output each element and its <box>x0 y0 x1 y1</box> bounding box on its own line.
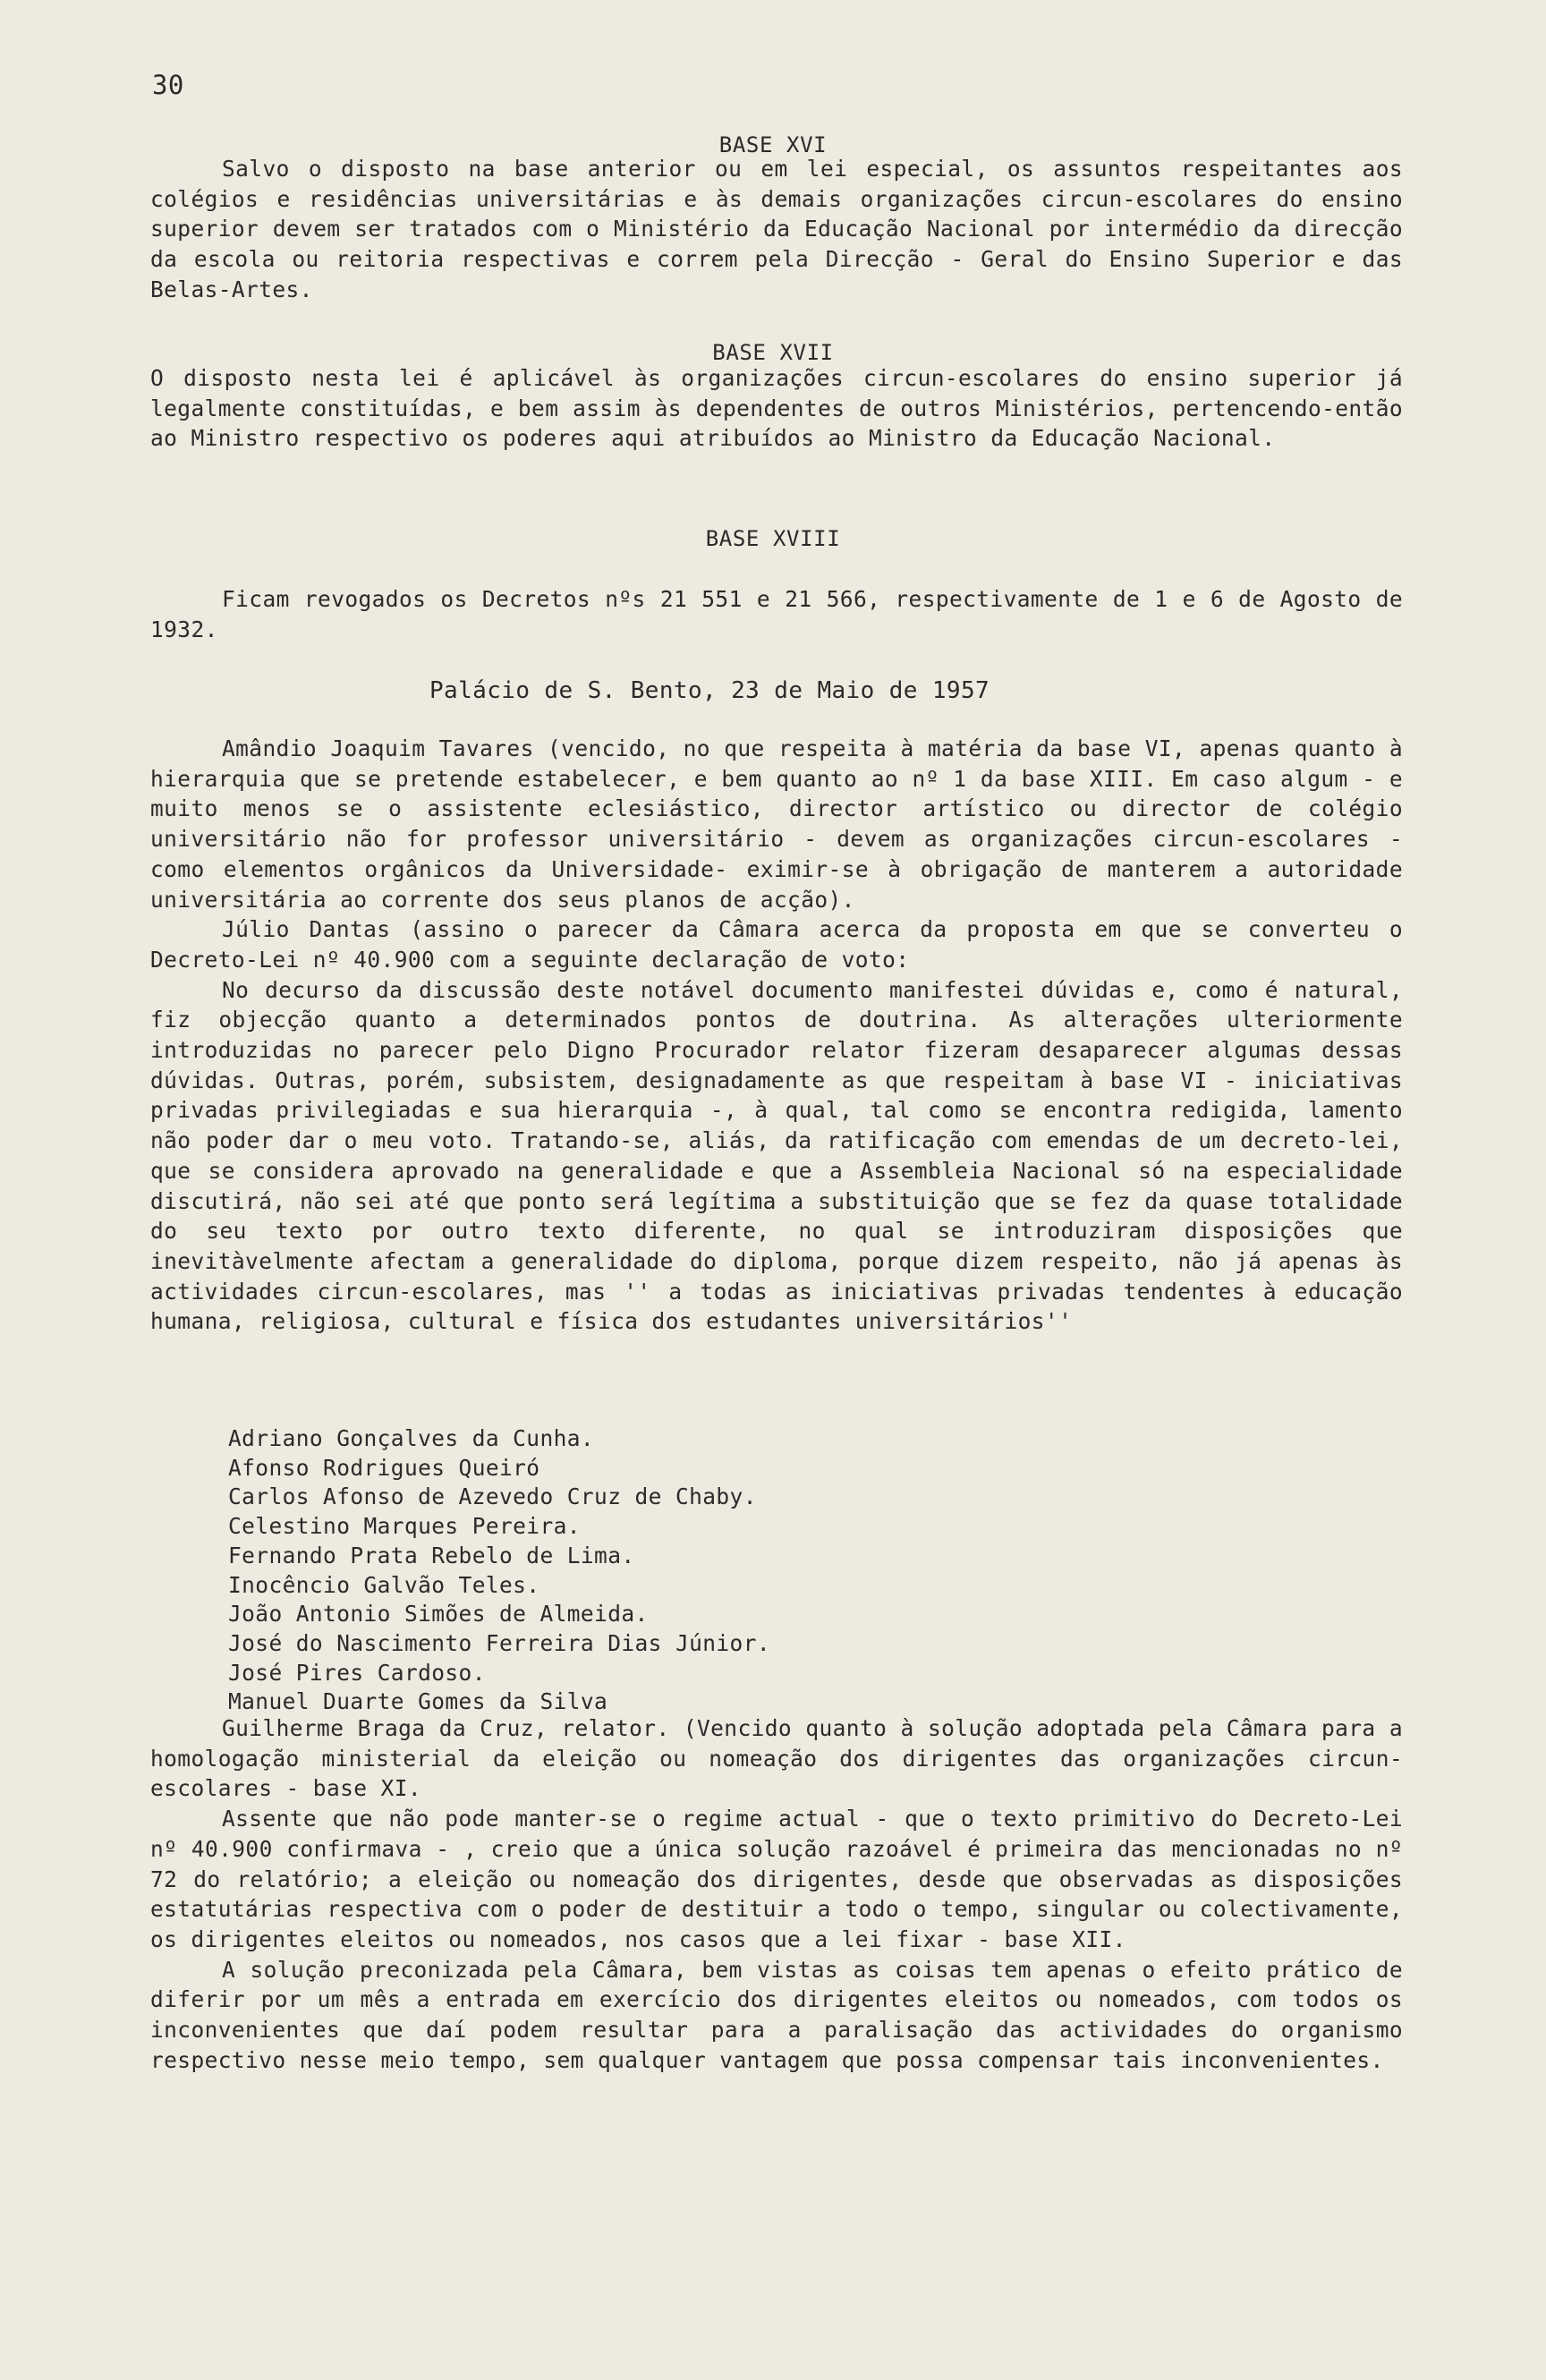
relator-paragraph-3: A solução preconizada pela Câmara, bem vistas as coisas tem apenas o efeito prático de diferir por um mês a entrada em exercício dos dirigentes eleitos ou nomeados, com todos os inconvenientes que daí podem resultar para a paralisação das actividades do organismo respectivo nesse meio tempo, sem qualquer vantagem que possa compensar tais inconvenientes. <box>150 1956 1403 2073</box>
signatory: Afonso Rodrigues Queiró <box>228 1454 540 1481</box>
page-number: 30 <box>152 70 184 100</box>
relator-paragraph-2: Assente que não pode manter-se o regime actual - que o texto primitivo do Decreto-Lei nº 40.900 confirmava - , creio que a única solução razoável é primeira das mencionadas no nº 72 do relatório; a eleição ou nomeação dos dirigentes, desde que observadas as disposições estatutárias respectiva com o poder de destituir a todo o tempo, singular ou colectivamente, os dirigentes eleitos ou nomeados, nos casos que a lei fixar - base XII. <box>150 1806 1403 1952</box>
vote-amandio: Amândio Joaquim Tavares (vencido, no que respeita à matéria da base VI, apenas quanto à hierarquia que se pretende estabelecer, e bem quanto ao nº 1 da base XIII. Em caso algum - e muito menos se o assistente eclesiástico, director artístico ou director de colégio universitário não for professor universitário - devem as organizações circun-escolares - como elementos orgânicos da Universidade- eximir-se à obrigação de manterem a autoridade universitária ao corrente dos seus planos de acção). <box>150 735 1403 913</box>
signatory: João Antonio Simões de Almeida. <box>228 1601 649 1628</box>
signatory: Manuel Duarte Gomes da Silva <box>228 1688 608 1715</box>
date-line: Palácio de S. Bento, 23 de Maio de 1957 <box>429 677 990 704</box>
base-xviii-text: Ficam revogados os Decretos nºs 21 551 e 21 566, respectivamente de 1 e 6 de Agosto de 1932. <box>150 586 1403 642</box>
signatories-list <box>228 1424 770 1717</box>
signatory: Fernando Prata Rebelo de Lima. <box>228 1542 635 1568</box>
signatory: José do Nascimento Ferreira Dias Júnior. <box>228 1629 771 1656</box>
signatory: José Pires Cardoso. <box>228 1659 486 1686</box>
signatory: Adriano Gonçalves da Cunha. <box>228 1425 595 1451</box>
votes-section <box>150 734 1403 1337</box>
base-xvii-body <box>150 363 1403 454</box>
base-xvii-heading: BASE XVII <box>712 340 834 365</box>
base-xvi-heading: BASE XVI <box>718 132 828 157</box>
base-xvii-text: O disposto nesta lei é aplicável às organizações circun-escolares do ensino superior já legalmente constituídas, e bem assim às dependentes de outros Ministérios, pertencendo-então ao Ministro respectivo os poderes aqui atribuídos ao Ministro da Educação Nacional. <box>150 365 1403 452</box>
vote-julio-intro: Júlio Dantas (assino o parecer da Câmara acerca da proposta em que se converteu o Decreto-Lei nº 40.900 com a seguinte declaração de voto: <box>150 916 1403 973</box>
signatory: Inocêncio Galvão Teles. <box>228 1571 540 1598</box>
base-xviii-heading: BASE XVIII <box>705 526 841 551</box>
base-xvi-body <box>150 154 1403 305</box>
base-xvi-text: Salvo o disposto na base anterior ou em lei especial, os assuntos respeitantes aos colégios e residências universitárias e às demais organizações circun-escolares do ensino superior devem ser tratados com o Ministério da Educação Nacional por intermédio da direcção da escola ou reitoria respectivas e correm pela Direcção - Geral do Ensino Superior e das Belas-Artes. <box>150 156 1403 302</box>
base-xviii-body <box>150 584 1403 644</box>
signatory: Celestino Marques Pereira. <box>228 1513 581 1540</box>
relator-declaration <box>150 1713 1403 2075</box>
relator-intro: Guilherme Braga da Cruz, relator. (Vencido quanto à solução adoptada pela Câmara para a homologação ministerial da eleição ou nomeação dos dirigentes das organizações circun-escolares - base XI. <box>150 1715 1403 1802</box>
signatory: Carlos Afonso de Azevedo Cruz de Chaby. <box>228 1483 757 1510</box>
vote-julio-body: No decurso da discussão deste notável documento manifestei dúvidas e, como é natural, fiz objecção quanto a determinados pontos de doutrina. As alterações ulteriormente introduzidas no parecer pelo Digno Procurador relator fizeram desaparecer algumas dessas dúvidas. Outras, porém, subsistem, designadamente as que respeitam à base VI - iniciativas privadas privilegiadas e sua hierarquia -, à qual, tal como se encontra redigida, lamento não poder dar o meu voto. Tratando-se, aliás, da ratificação com emendas de um decreto-lei, que se considera aprovado na generalidade e que a Assembleia Nacional só na especialidade discutirá, não sei até que ponto será legítima a substituição que se fez da quase totalidade do seu texto por outro texto diferente, no qual se introduziram disposições que inevitàvelmente afectam a generalidade do diploma, porque dizem respeito, não já apenas às actividades circun-escolares, mas '' a todas as iniciativas privadas tendentes à educação humana, religiosa, cultural e física dos estudantes universitários'' <box>150 976 1403 1335</box>
